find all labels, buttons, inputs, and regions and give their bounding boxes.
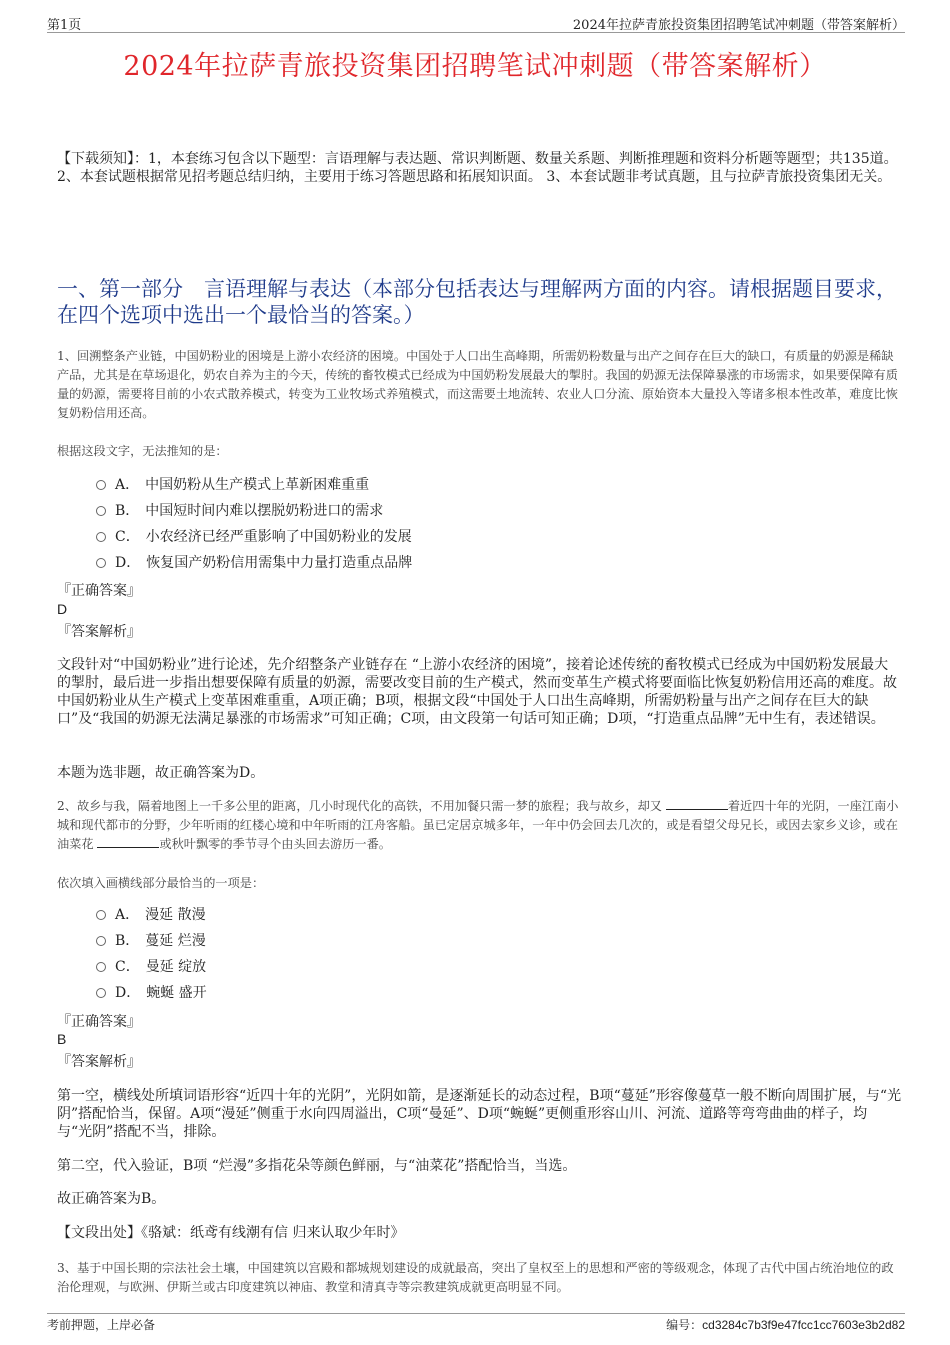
option-text: 恢复国产奶粉信用需集中力量打造重点品牌 (146, 555, 413, 571)
fill-blank-1[interactable] (666, 797, 728, 810)
question-2-stem (57, 797, 902, 854)
option-letter: D． (115, 555, 141, 571)
option-letter: A． (115, 907, 140, 923)
fill-blank-2[interactable] (97, 835, 159, 848)
option-text: 漫延 散漫 (145, 907, 206, 923)
q1-option-d[interactable] (96, 553, 412, 573)
q2-option-a[interactable] (96, 905, 206, 925)
option-text: 小农经济已经严重影响了中国奶粉业的发展 (145, 529, 412, 545)
radio-icon[interactable] (96, 936, 106, 946)
option-letter: D． (115, 985, 141, 1001)
radio-icon[interactable] (96, 506, 106, 516)
q2-analysis-part-1: 第一空，横线处所填词语形容“近四十年的光阴”，光阴如箭，是逐渐延长的动态过程，B项“蔓延”形容像蔓草一般不断向周围扩展，与“光阴”搭配恰当，保留。A项“漫延”侧重于水向四周溢出，C项“曼延”、D项“蜿蜒”更侧重形容山川、河流、道路等弯弯曲曲的样子，均与“光阴”搭配不当，排除。 (57, 1088, 902, 1140)
q1-correct-answer-label: 『正确答案』 (57, 583, 141, 599)
option-letter: C． (115, 529, 140, 545)
footer-code-value: cd3284c7b3f9e47fcc1cc7603e3b2d82 (702, 1318, 905, 1332)
question-1-ask: 根据这段文字，无法推知的是： (57, 444, 228, 458)
question-1-stem: 1、回溯整条产业链，中国奶粉业的困境是上游小农经济的困境。中国处于人口出生高峰期，所需奶粉数量与出产之间存在巨大的缺口，有质量的奶源是稀缺产品，尤其是在草场退化，奶农自养为主的今天，传统的畜牧模式已经成为中国奶粉发展最大的掣肘。我国的奶源无法保障暴涨的市场需求，如果要保障有质量的奶源，需要将目前的小农式散养模式，转变为工业牧场式养殖模式，而这需要土地流转、农业人口分流、原始资本大量投入等诸多根本性改革，难度比恢复奶粉信用还高。 (57, 349, 898, 420)
option-text: 中国奶粉从生产模式上革新困难重重 (145, 477, 370, 493)
header-doc-title: 2024年拉萨青旅投资集团招聘笔试冲刺题（带答案解析） (572, 18, 905, 33)
radio-icon[interactable] (96, 910, 106, 920)
q1-correct-answer: D (57, 601, 68, 617)
section-heading: 一、第一部分 言语理解与表达（本部分包括表达与理解两方面的内容。请根据题目要求，在四个选项中选出一个最恰当的答案。） (57, 277, 897, 327)
radio-icon[interactable] (96, 988, 106, 998)
option-text: 蔓延 烂漫 (145, 933, 206, 949)
q2-option-c[interactable] (96, 957, 206, 977)
footer-code (666, 1316, 905, 1333)
option-letter: C． (115, 959, 140, 975)
question-3-stem: 3、基于中国长期的宗法社会土壤，中国建筑以宫殿和都城规划建设的成就最高，突出了皇权至上的思想和严密的等级观念，体现了古代中国占统治地位的政治伦理观，与欧洲、伊斯兰或古印度建筑以神庙、教堂和清真寺等宗教建筑成就更高明显不同。 (57, 1261, 894, 1294)
q2-conclusion: 故正确答案为B。 (57, 1191, 166, 1207)
page-footer (47, 1313, 905, 1334)
footer-slogan: 考前押题，上岸必备 (47, 1318, 156, 1332)
radio-icon[interactable] (96, 532, 106, 542)
q2-analysis-label: 『答案解析』 (57, 1054, 141, 1070)
q2-correct-answer: B (57, 1031, 67, 1047)
radio-icon[interactable] (96, 480, 106, 490)
radio-icon[interactable] (96, 962, 106, 972)
q2-stem-part-2: 着近四十年的光阴，一座江南小城和现代都市的分野，少年听雨的红楼心境和中年听雨的江舟客船。虽已定居京城多年，一年中仍会回去几次的，或是看望父母兄长，或因去家乡义诊，或在油菜花 (57, 799, 899, 851)
page-number: 第1页 (47, 18, 82, 33)
question-2-ask: 依次填入画横线部分最恰当的一项是： (57, 876, 265, 890)
q1-option-c[interactable] (96, 527, 412, 547)
option-letter: B． (115, 933, 140, 949)
footer-code-label: 编号： (666, 1318, 703, 1332)
option-letter: B． (115, 503, 140, 519)
q2-stem-part-1: 2、故乡与我，隔着地图上一千多公里的距离，几小时现代化的高铁，不用加餐只需一梦的旅程；我与故乡，却又 (57, 799, 662, 813)
option-text: 中国短时间内难以摆脱奶粉进口的需求 (145, 503, 384, 519)
option-text: 曼延 绽放 (145, 959, 207, 975)
q1-option-b[interactable] (96, 501, 383, 521)
q2-correct-answer-label: 『正确答案』 (57, 1014, 141, 1030)
q2-option-d[interactable] (96, 983, 207, 1003)
q1-conclusion: 本题为选非题，故正确答案为D。 (57, 765, 265, 781)
download-note: 【下载须知】：1，本套练习包含以下题型：言语理解与表达题、常识判断题、数量关系题、判断推理题和资料分析题等题型；共135道。 2、本套试题根据常见招考题总结归纳，主要用于练习答题思路和拓展知识面。 3、本套试题非考试真题，且与拉萨青旅投资集团无关。 (57, 151, 898, 185)
q2-source: 【文段出处】《骆斌：纸鸢有线潮有信 归来认取少年时》 (57, 1225, 405, 1241)
q1-analysis-label: 『答案解析』 (57, 624, 141, 640)
q2-option-b[interactable] (96, 931, 206, 951)
radio-icon[interactable] (96, 558, 106, 568)
q1-option-a[interactable] (96, 475, 369, 495)
option-text: 蜿蜒 盛开 (146, 985, 207, 1001)
option-letter: A． (115, 477, 140, 493)
document-title: 2024年拉萨青旅投资集团招聘笔试冲刺题（带答案解析） (123, 51, 827, 82)
q2-analysis-part-2: 第二空，代入验证，B项 “烂漫”多指花朵等颜色鲜丽，与“油菜花”搭配恰当，当选。 (57, 1158, 577, 1174)
page-header (47, 14, 905, 33)
q1-analysis: 文段针对“中国奶粉业”进行论述，先介绍整条产业链存在 “上游小农经济的困境”，接着论述传统的畜牧模式已经成为中国奶粉发展最大的掣肘，最后进一步指出想要保障有质量的奶源，需要改变目前的生产模式，然而变革生产模式将要面临比恢复奶粉信用还高的难度。故中国奶粉业从生产模式上变革困难重重，A项正确；B项，根据文段“中国处于人口出生高峰期，所需奶粉量与出产之间存在巨大的缺口”及“我国的奶源无法满足暴涨的市场需求”可知正确；C项，由文段第一句话可知正确；D项，“打造重点品牌”无中生有，表述错误。 (57, 657, 897, 727)
q2-stem-part-3: 或秋叶飘零的季节寻个由头回去游历一番。 (159, 837, 391, 851)
